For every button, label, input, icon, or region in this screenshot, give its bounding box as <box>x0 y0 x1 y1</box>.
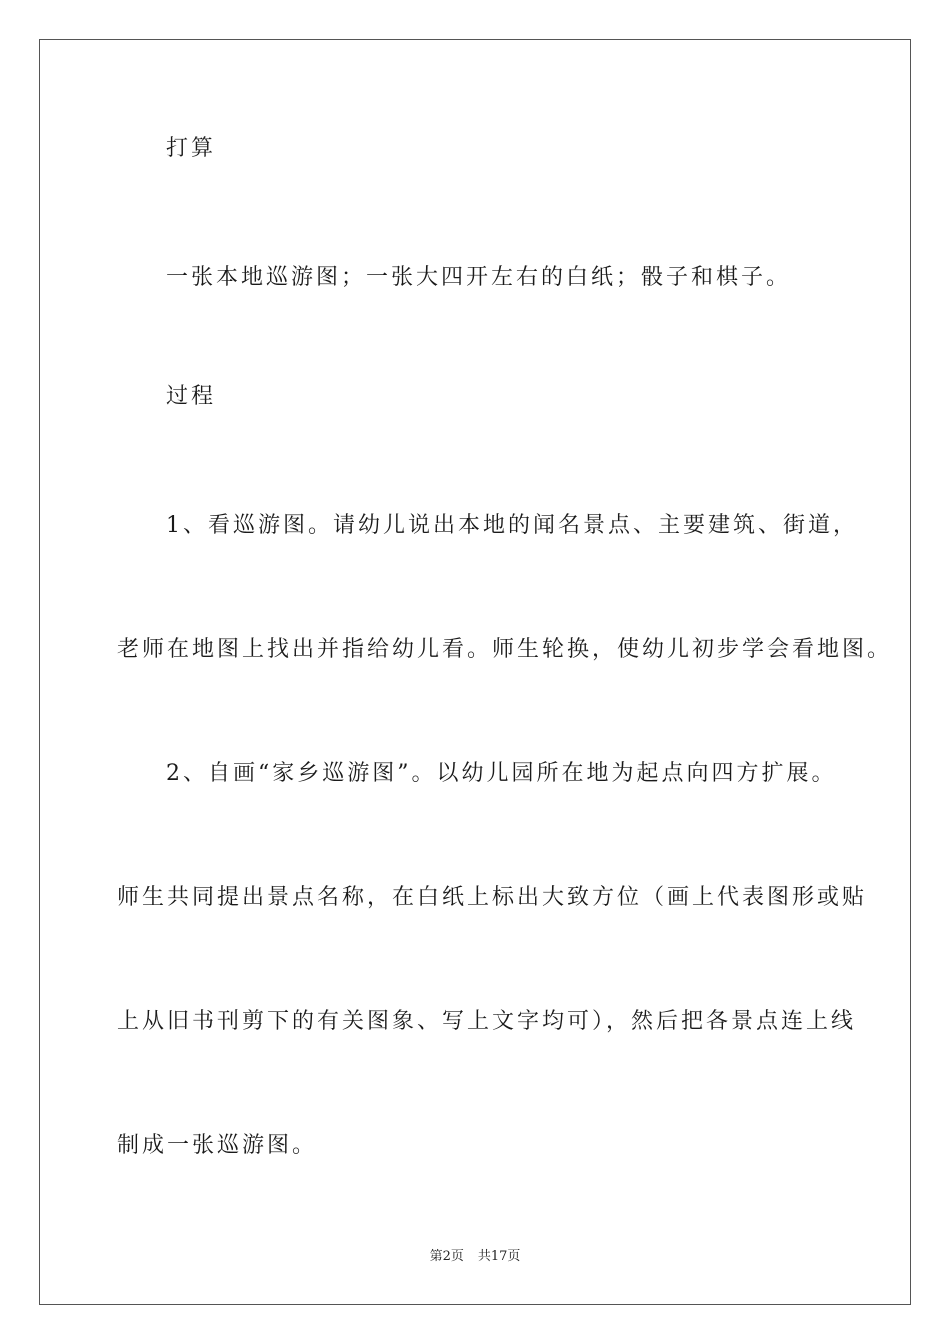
step-2-line-3: 上从旧书刊剪下的有关图象、写上文字均可），然后把各景点连上线 <box>117 1009 857 1034</box>
page-number: 第2页 <box>429 1249 464 1264</box>
heading-process: 过程 <box>166 384 217 409</box>
page-footer <box>0 1249 950 1265</box>
step-2-line-4: 制成一张巡游图。 <box>117 1133 318 1158</box>
step-1-line-1: 1、看巡游图。请幼儿说出本地的闻名景点、主要建筑、街道， <box>166 513 858 538</box>
heading-preparation: 打算 <box>166 136 217 161</box>
page-total: 共17页 <box>477 1249 521 1264</box>
step-2-line-2: 师生共同提出景点名称，在白纸上标出大致方位（画上代表图形或贴 <box>117 885 868 910</box>
page-border <box>39 39 911 1305</box>
materials-paragraph: 一张本地巡游图；一张大四开左右的白纸；骰子和棋子。 <box>166 265 792 290</box>
step-1-line-2: 老师在地图上找出并指给幼儿看。师生轮换，使幼儿初步学会看地图。 <box>117 637 893 662</box>
step-2-line-1: 2、自画“家乡巡游图”。以幼儿园所在地为起点向四方扩展。 <box>166 761 837 786</box>
